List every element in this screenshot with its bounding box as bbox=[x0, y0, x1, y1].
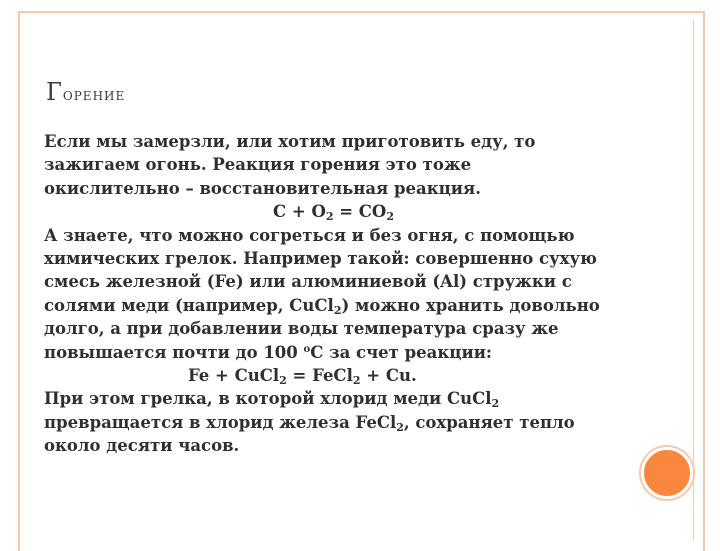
eq1-sub1: 2 bbox=[325, 210, 334, 224]
eq2-sub1: 2 bbox=[279, 374, 287, 388]
para2-sub: 2 bbox=[333, 303, 342, 317]
degree-mark: о bbox=[303, 343, 311, 355]
para3-sub2: 2 bbox=[396, 420, 404, 434]
para2-part3: С за счет реакции: bbox=[310, 342, 493, 362]
title-first-letter: Г bbox=[46, 78, 63, 106]
frame-right-line bbox=[693, 20, 694, 540]
paragraph-3 bbox=[44, 387, 604, 457]
equation-2 bbox=[44, 364, 604, 387]
para2-part1: А знаете, что можно согреться и без огня, с помощью химических грелок. Например такой: совершенно сухую смесь железной (Fe) или алюминиевой (Al) стружки с солями меди (например, CuCl bbox=[44, 225, 597, 315]
slide-title bbox=[46, 78, 125, 106]
para2-part2: ) можно хранить довольно долго, а при добавлении воды температура сразу же повышается почти до 100 bbox=[44, 295, 600, 362]
para3-part1: При этом грелка, в которой хлорид меди CuCl bbox=[44, 389, 492, 409]
eq2-sub2: 2 bbox=[352, 374, 361, 388]
eq2-a: Fe + CuCl bbox=[188, 366, 280, 386]
paragraph-1: Если мы замерзли, или хотим приготовить еду, то зажигаем огонь. Реакция горения это тоже окислительно – восстановительная реакция. bbox=[44, 132, 536, 198]
title-rest: орение bbox=[62, 85, 126, 105]
eq1-left: C + O bbox=[273, 202, 326, 222]
slide-body bbox=[44, 130, 604, 458]
decorative-circle bbox=[641, 447, 693, 499]
eq2-b: = FeCl bbox=[286, 366, 353, 386]
para3-sub1: 2 bbox=[491, 397, 500, 411]
eq2-c: + Cu. bbox=[360, 366, 417, 386]
paragraph-2 bbox=[44, 224, 604, 364]
equation-1 bbox=[44, 200, 604, 223]
para3-part2: превращается в хлорид железа FeCl bbox=[44, 412, 397, 432]
eq1-sub2: 2 bbox=[386, 210, 394, 224]
para3-part3: , сохраняет тепло около десяти часов. bbox=[44, 412, 575, 456]
eq1-mid: = CO bbox=[333, 202, 387, 222]
